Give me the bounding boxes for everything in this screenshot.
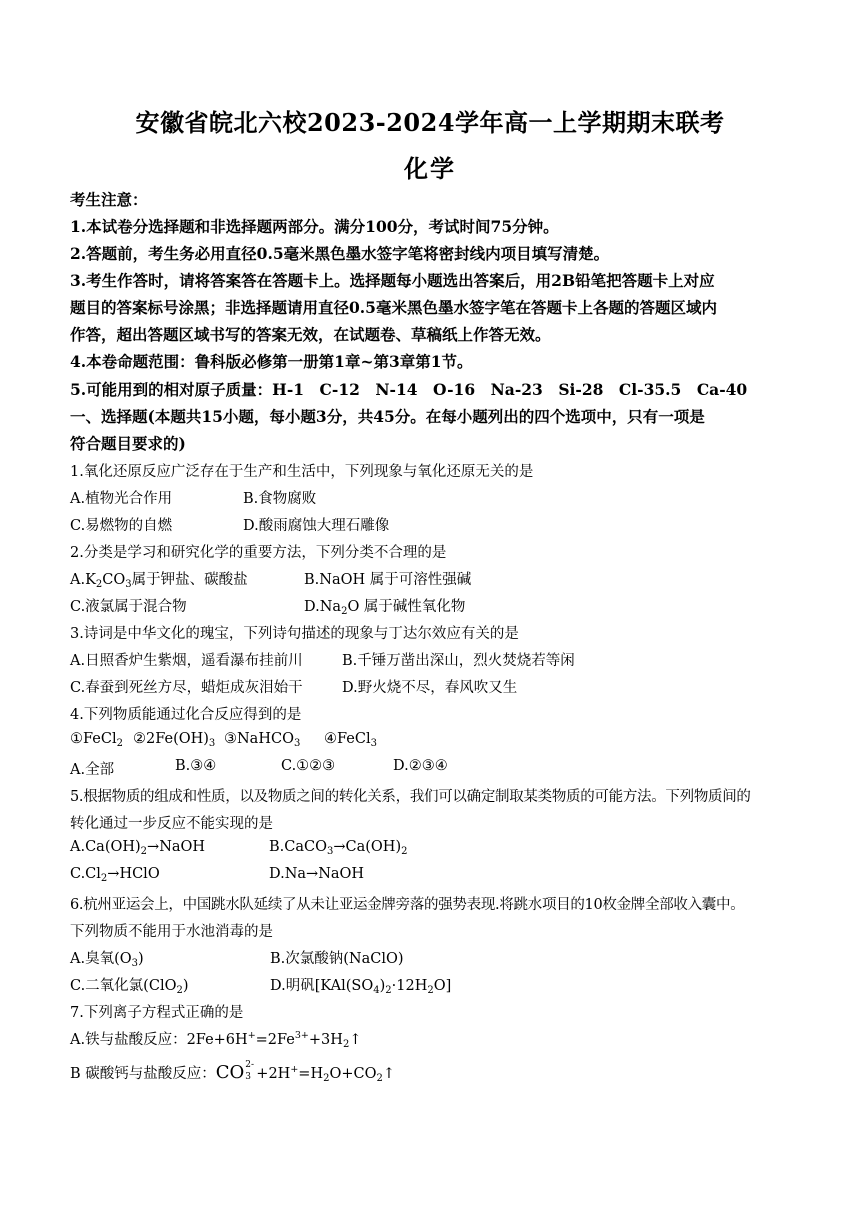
- notice-heading: 考生注意：: [70, 190, 148, 209]
- q3-option-c: C.春蚕到死丝方尽，蜡炬成灰泪始干: [70, 680, 303, 696]
- q4-item-2: $②2Fe(OH)_3$: [133, 731, 216, 749]
- q1-option-b: B.食物腐败: [243, 491, 317, 507]
- q5-option-d: D.Na→NaOH: [269, 866, 365, 882]
- q2-option-b: B.NaOH 属于可溶性强碱: [304, 572, 472, 588]
- q2-stem: 2.分类是学习和研究化学的重要方法，下列分类不合理的是: [70, 545, 447, 561]
- q1-option-c: C.易燃物的自燃: [70, 518, 173, 534]
- notice-line-3a: 3.考生作答时，请将答案答在答题卡上。选择题每小题选出答案后，用2B铅笔把答题卡上对应: [70, 271, 715, 290]
- q6-option-c: C.二氧化氯(ClO$_2$): [70, 978, 189, 996]
- q6-option-d: D.明矾$[KAl(SO_4)_2\cdot 12H_2O]$: [270, 978, 452, 996]
- q6-stem-a: 6.杭州亚运会上，中国跳水队延续了从未让亚运金牌旁落的强势表现.将跳水项目的10枚金牌全部收入囊中。: [70, 897, 745, 913]
- carbonate-formula: CO 2- 3: [215, 1060, 255, 1083]
- q2-option-d: $D.Na_2O$ 属于碱性氧化物: [304, 599, 466, 617]
- q1-option-d: D.酸雨腐蚀大理石雕像: [243, 518, 390, 534]
- q4-item-3: ③NaHCO$_3$: [224, 731, 301, 749]
- q3-option-d: D.野火烧不尽，春风吹又生: [342, 680, 518, 696]
- q3-option-a: A.日照香炉生紫烟，遥看瀑布挂前川: [70, 653, 303, 669]
- exam-title: 安徽省皖北六校2023-2024学年高一上学期期末联考: [135, 108, 725, 137]
- q4-option-c: C.①②③: [281, 758, 336, 774]
- notice-line-3b: 题目的答案标号涂黑；非选择题请用直径0.5毫米黑色墨水签字笔在答题卡上各题的答题区域内: [70, 298, 717, 317]
- notice-line-1: 1.本试卷分选择题和非选择题两部分。满分100分，考试时间75分钟。: [70, 217, 559, 236]
- notice-line-2: 2.答题前，考生务必用直径0.5毫米黑色墨水签字笔将密封线内项目填写清楚。: [70, 244, 610, 263]
- q5-stem-a: 5.根据物质的组成和性质，以及物质之间的转化关系，我们可以确定制取某类物质的可能方法。下列物质间的: [70, 789, 751, 805]
- subject-title: 化学: [404, 154, 456, 183]
- section-heading-a: 一、选择题(本题共15小题，每小题3分，共45分。在每小题列出的四个选项中，只有一项是: [70, 407, 705, 426]
- q3-stem: 3.诗词是中华文化的瑰宝，下列诗句描述的现象与丁达尔效应有关的是: [70, 626, 519, 642]
- q6-option-b: B.次氯酸钠(NaClO): [270, 951, 404, 967]
- q4-option-d: D.②③④: [393, 758, 448, 774]
- q4-item-1: ①FeCl$_2$: [70, 731, 123, 749]
- q2-option-a: $A.K_2CO_3$属于钾盐、碳酸盐: [70, 572, 248, 590]
- q5-stem-b: 转化通过一步反应不能实现的是: [70, 816, 273, 832]
- q7-stem: 7.下列离子方程式正确的是: [70, 1005, 244, 1021]
- q5-option-a: $A.Ca(OH)_2\to NaOH$: [70, 839, 206, 857]
- q4-item-4: ④FeCl$_3$: [324, 731, 377, 749]
- q1-stem: 1.氧化还原反应广泛存在于生产和生活中，下列现象与氧化还原无关的是: [70, 464, 534, 480]
- q1-option-a: A.植物光合作用: [70, 491, 173, 507]
- notice-line-3c: 作答，超出答题区域书写的答案无效，在试题卷、草稿纸上作答无效。: [70, 325, 551, 344]
- q7-option-a: A.铁与盐酸反应：$2Fe+6H^+=2Fe^{3+}+3H_2↑$: [70, 1030, 362, 1050]
- q6-option-a: A.臭氧$(O_3)$: [70, 951, 144, 969]
- q5-option-b: $B.CaCO_3\to Ca(OH)_2$: [269, 839, 408, 857]
- notice-line-4: 4.本卷命题范围：鲁科版必修第一册第1章~第3章第1节。: [70, 352, 473, 371]
- q4-stem: 4.下列物质能通过化合反应得到的是: [70, 707, 302, 723]
- q5-option-c: $C.Cl_2\to HClO$: [70, 866, 160, 884]
- notice-line-5: 5.可能用到的相对原子质量：H-1 C-12 N-14 O-16 Na-23 Si-28 Cl-35.5 Ca-40: [70, 380, 748, 399]
- q6-stem-b: 下列物质不能用于水池消毒的是: [70, 924, 273, 940]
- q2-option-c: C.液氯属于混合物: [70, 599, 187, 615]
- q4-option-a: A.全部: [70, 762, 115, 778]
- q7-option-b: B 碳酸钙与盐酸反应：CO 2- 3 $+2H^+=H_2O+CO_2↑$: [70, 1060, 396, 1084]
- section-heading-b: 符合题目要求的): [70, 434, 186, 453]
- q3-option-b: B.千锤万凿出深山，烈火焚烧若等闲: [342, 653, 575, 669]
- q4-option-b: B.③④: [175, 758, 217, 774]
